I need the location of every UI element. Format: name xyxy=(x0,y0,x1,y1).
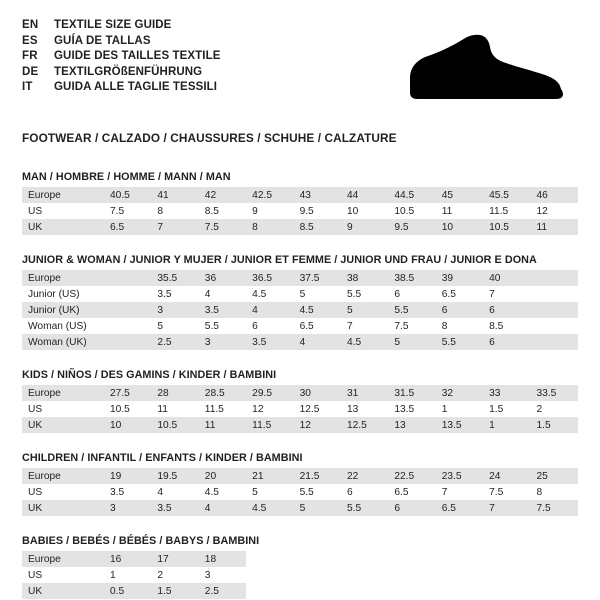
cell: 2.5 xyxy=(151,334,198,350)
cell: 8 xyxy=(436,318,483,334)
cell: 1.5 xyxy=(151,583,198,599)
cell: 6.5 xyxy=(104,219,151,235)
cell: 21.5 xyxy=(294,468,341,484)
table-row xyxy=(22,302,578,318)
cell: 7.5 xyxy=(531,500,578,516)
cell: 2 xyxy=(531,401,578,417)
cell: 3 xyxy=(199,334,246,350)
cell-empty xyxy=(341,567,388,583)
cell: 12.5 xyxy=(341,417,388,433)
row-label: UK xyxy=(22,583,104,599)
table-row xyxy=(22,334,578,350)
row-label: Woman (US) xyxy=(22,318,104,334)
cell: 2.5 xyxy=(199,583,246,599)
cell: 6 xyxy=(436,302,483,318)
footwear-section-title: FOOTWEAR / CALZADO / CHAUSSURES / SCHUHE / CALZATURE xyxy=(22,131,397,145)
cell: 42 xyxy=(199,187,246,203)
table-row xyxy=(22,203,578,219)
cell: 28 xyxy=(151,385,198,401)
size-group-kids xyxy=(22,369,578,433)
cell: 12 xyxy=(531,203,578,219)
cell: 38.5 xyxy=(388,270,435,286)
cell: 5 xyxy=(341,302,388,318)
cell: 6 xyxy=(388,500,435,516)
cell: 1 xyxy=(483,417,530,433)
cell: 6.5 xyxy=(294,318,341,334)
language-code: FR xyxy=(22,50,38,62)
cell: 10 xyxy=(436,219,483,235)
cell: 12.5 xyxy=(294,401,341,417)
row-label: Europe xyxy=(22,270,104,286)
language-code: ES xyxy=(22,34,38,47)
group-title: BABIES / BEBÉS / BÉBÉS / BABYS / BAMBINI xyxy=(22,535,260,547)
cell: 39 xyxy=(436,270,483,286)
cell: 41 xyxy=(151,187,198,203)
cell: 7 xyxy=(483,500,530,516)
cell-empty xyxy=(246,551,293,567)
cell-empty xyxy=(246,567,293,583)
cell: 42.5 xyxy=(246,187,293,203)
table-row xyxy=(22,401,578,417)
cell-empty xyxy=(531,583,578,599)
cell: 5.5 xyxy=(341,286,388,302)
language-title: TEXTILGRÖßENFÜHRUNG xyxy=(54,65,203,78)
cell: 13 xyxy=(388,417,435,433)
row-label: Europe xyxy=(22,468,104,484)
cell: 3 xyxy=(199,567,246,583)
cell: 5 xyxy=(246,484,293,500)
cell: 8.5 xyxy=(199,203,246,219)
cell xyxy=(104,286,151,302)
cell: 46 xyxy=(531,187,578,203)
cell-empty xyxy=(294,551,341,567)
cell: 40.5 xyxy=(104,187,151,203)
cell: 5.5 xyxy=(294,484,341,500)
row-label: Europe xyxy=(22,385,104,401)
cell: 5 xyxy=(294,500,341,516)
table-row xyxy=(22,385,578,401)
cell: 43 xyxy=(294,187,341,203)
table-row xyxy=(22,187,578,203)
cell: 10.5 xyxy=(388,203,435,219)
cell: 3.5 xyxy=(104,484,151,500)
cell: 25 xyxy=(531,468,578,484)
cell: 4 xyxy=(199,286,246,302)
cell xyxy=(531,270,578,286)
row-label: US xyxy=(22,567,104,583)
cell: 6.5 xyxy=(436,500,483,516)
cell: 18 xyxy=(199,551,246,567)
cell: 8 xyxy=(151,203,198,219)
language-code: IT xyxy=(22,81,33,93)
cell: 45.5 xyxy=(483,187,530,203)
cell: 4.5 xyxy=(294,302,341,318)
cell: 6 xyxy=(246,318,293,334)
cell: 9 xyxy=(341,219,388,235)
cell-empty xyxy=(436,551,483,567)
cell: 7.5 xyxy=(104,203,151,219)
cell: 2 xyxy=(151,567,198,583)
cell: 0.5 xyxy=(104,583,151,599)
cell: 4.5 xyxy=(246,286,293,302)
cell: 33 xyxy=(483,385,530,401)
cell: 17 xyxy=(151,551,198,567)
table-row xyxy=(22,551,578,567)
size-group-man xyxy=(22,171,578,235)
cell: 4 xyxy=(294,334,341,350)
cell: 10 xyxy=(341,203,388,219)
cell: 44 xyxy=(341,187,388,203)
cell: 11.5 xyxy=(483,203,530,219)
cell: 6 xyxy=(483,302,530,318)
language-title: GUIDA ALLE TAGLIE TESSILI xyxy=(54,81,218,93)
cell: 29.5 xyxy=(246,385,293,401)
group-title: JUNIOR & WOMAN / JUNIOR Y MUJER / JUNIOR ET FEMME / JUNIOR UND FRAU / JUNIOR E DONA xyxy=(22,254,537,266)
row-label: UK xyxy=(22,500,104,516)
table-row xyxy=(22,484,578,500)
cell: 22 xyxy=(341,468,388,484)
cell: 5.5 xyxy=(436,334,483,350)
cell: 1.5 xyxy=(531,417,578,433)
group-title: CHILDREN / INFANTIL / ENFANTS / KINDER / BAMBINI xyxy=(22,452,303,464)
cell: 40 xyxy=(483,270,530,286)
cell: 10.5 xyxy=(483,219,530,235)
cell: 45 xyxy=(436,187,483,203)
cell: 35.5 xyxy=(151,270,198,286)
row-label: Woman (UK) xyxy=(22,334,104,350)
cell xyxy=(104,302,151,318)
cell: 8.5 xyxy=(483,318,530,334)
cell: 30 xyxy=(294,385,341,401)
cell: 8 xyxy=(246,219,293,235)
cell: 7 xyxy=(483,286,530,302)
cell: 6.5 xyxy=(388,484,435,500)
table-row xyxy=(22,583,578,599)
cell: 8 xyxy=(531,484,578,500)
cell: 37.5 xyxy=(294,270,341,286)
cell: 23.5 xyxy=(436,468,483,484)
cell xyxy=(531,286,578,302)
cell: 11 xyxy=(531,219,578,235)
cell-empty xyxy=(388,583,435,599)
cell-empty xyxy=(388,551,435,567)
size-table-babies xyxy=(22,551,578,599)
cell: 19.5 xyxy=(151,468,198,484)
row-label: Europe xyxy=(22,187,104,203)
cell: 13.5 xyxy=(388,401,435,417)
cell: 6 xyxy=(341,484,388,500)
cell: 44.5 xyxy=(388,187,435,203)
cell: 8.5 xyxy=(294,219,341,235)
cell xyxy=(104,270,151,286)
size-group-children xyxy=(22,452,578,516)
size-table-kids xyxy=(22,385,578,433)
cell-empty xyxy=(388,567,435,583)
cell: 4 xyxy=(199,500,246,516)
cell-empty xyxy=(483,551,530,567)
cell: 13 xyxy=(341,401,388,417)
table-row xyxy=(22,286,578,302)
cell: 5.5 xyxy=(341,500,388,516)
cell: 7.5 xyxy=(388,318,435,334)
cell: 5.5 xyxy=(199,318,246,334)
cell: 27.5 xyxy=(104,385,151,401)
cell: 11.5 xyxy=(199,401,246,417)
table-row xyxy=(22,468,578,484)
cell: 11 xyxy=(199,417,246,433)
cell: 5 xyxy=(151,318,198,334)
cell: 3 xyxy=(104,500,151,516)
cell: 12 xyxy=(246,401,293,417)
cell: 28.5 xyxy=(199,385,246,401)
cell xyxy=(531,318,578,334)
cell: 32 xyxy=(436,385,483,401)
row-label: Junior (US) xyxy=(22,286,104,302)
language-title: GUÍA DE TALLAS xyxy=(54,34,151,47)
size-table-children xyxy=(22,468,578,516)
cell: 3.5 xyxy=(151,286,198,302)
cell: 3 xyxy=(151,302,198,318)
cell: 16 xyxy=(104,551,151,567)
cell: 33.5 xyxy=(531,385,578,401)
cell: 31.5 xyxy=(388,385,435,401)
table-row xyxy=(22,567,578,583)
cell: 7.5 xyxy=(483,484,530,500)
dress-shoe-icon xyxy=(390,32,570,104)
language-title: GUIDE DES TAILLES TEXTILE xyxy=(54,50,221,62)
cell xyxy=(531,334,578,350)
cell-empty xyxy=(246,583,293,599)
group-title: KIDS / NIÑOS / DES GAMINS / KINDER / BAMBINI xyxy=(22,369,277,381)
row-label: US xyxy=(22,484,104,500)
cell: 4.5 xyxy=(199,484,246,500)
cell: 11 xyxy=(436,203,483,219)
cell: 7.5 xyxy=(199,219,246,235)
cell-empty xyxy=(531,551,578,567)
cell: 12 xyxy=(294,417,341,433)
cell: 10.5 xyxy=(151,417,198,433)
cell: 1 xyxy=(104,567,151,583)
cell: 11 xyxy=(151,401,198,417)
cell-empty xyxy=(436,583,483,599)
cell: 3.5 xyxy=(151,500,198,516)
cell: 19 xyxy=(104,468,151,484)
cell: 9.5 xyxy=(294,203,341,219)
size-group-junior-woman xyxy=(22,254,578,350)
size-group-babies xyxy=(22,535,578,599)
cell: 4 xyxy=(246,302,293,318)
row-label: UK xyxy=(22,219,104,235)
table-row xyxy=(22,270,578,286)
table-row xyxy=(22,417,578,433)
size-table-junior-woman xyxy=(22,270,578,350)
cell xyxy=(104,318,151,334)
cell: 4.5 xyxy=(246,500,293,516)
cell-empty xyxy=(341,551,388,567)
row-label: Europe xyxy=(22,551,104,567)
cell: 3.5 xyxy=(199,302,246,318)
cell-empty xyxy=(483,583,530,599)
cell-empty xyxy=(341,583,388,599)
cell: 10.5 xyxy=(104,401,151,417)
language-code: DE xyxy=(22,65,39,78)
cell: 24 xyxy=(483,468,530,484)
cell: 13.5 xyxy=(436,417,483,433)
cell: 6.5 xyxy=(436,286,483,302)
cell-empty xyxy=(436,567,483,583)
cell-empty xyxy=(531,567,578,583)
cell: 38 xyxy=(341,270,388,286)
cell: 1.5 xyxy=(483,401,530,417)
row-label: UK xyxy=(22,417,104,433)
cell: 10 xyxy=(104,417,151,433)
cell: 6 xyxy=(388,286,435,302)
document-header xyxy=(22,18,578,114)
table-row xyxy=(22,318,578,334)
cell: 7 xyxy=(436,484,483,500)
cell: 5 xyxy=(294,286,341,302)
table-row xyxy=(22,500,578,516)
cell: 9 xyxy=(246,203,293,219)
cell: 6 xyxy=(483,334,530,350)
language-title: TEXTILE SIZE GUIDE xyxy=(54,19,172,31)
cell: 36 xyxy=(199,270,246,286)
cell: 9.5 xyxy=(388,219,435,235)
cell xyxy=(531,302,578,318)
table-row xyxy=(22,219,578,235)
cell: 21 xyxy=(246,468,293,484)
cell: 5.5 xyxy=(388,302,435,318)
cell: 20 xyxy=(199,468,246,484)
row-label: Junior (UK) xyxy=(22,302,104,318)
size-table-man xyxy=(22,187,578,235)
cell-empty xyxy=(294,567,341,583)
group-title: MAN / HOMBRE / HOMME / MANN / MAN xyxy=(22,171,231,183)
cell: 4 xyxy=(151,484,198,500)
cell-empty xyxy=(483,567,530,583)
cell: 3.5 xyxy=(246,334,293,350)
cell: 5 xyxy=(388,334,435,350)
cell: 31 xyxy=(341,385,388,401)
cell: 22.5 xyxy=(388,468,435,484)
cell: 1 xyxy=(436,401,483,417)
cell-empty xyxy=(294,583,341,599)
cell: 7 xyxy=(151,219,198,235)
language-code: EN xyxy=(22,19,39,31)
row-label: US xyxy=(22,401,104,417)
cell: 7 xyxy=(341,318,388,334)
cell xyxy=(104,334,151,350)
row-label: US xyxy=(22,203,104,219)
cell: 4.5 xyxy=(341,334,388,350)
cell: 36.5 xyxy=(246,270,293,286)
cell: 11.5 xyxy=(246,417,293,433)
